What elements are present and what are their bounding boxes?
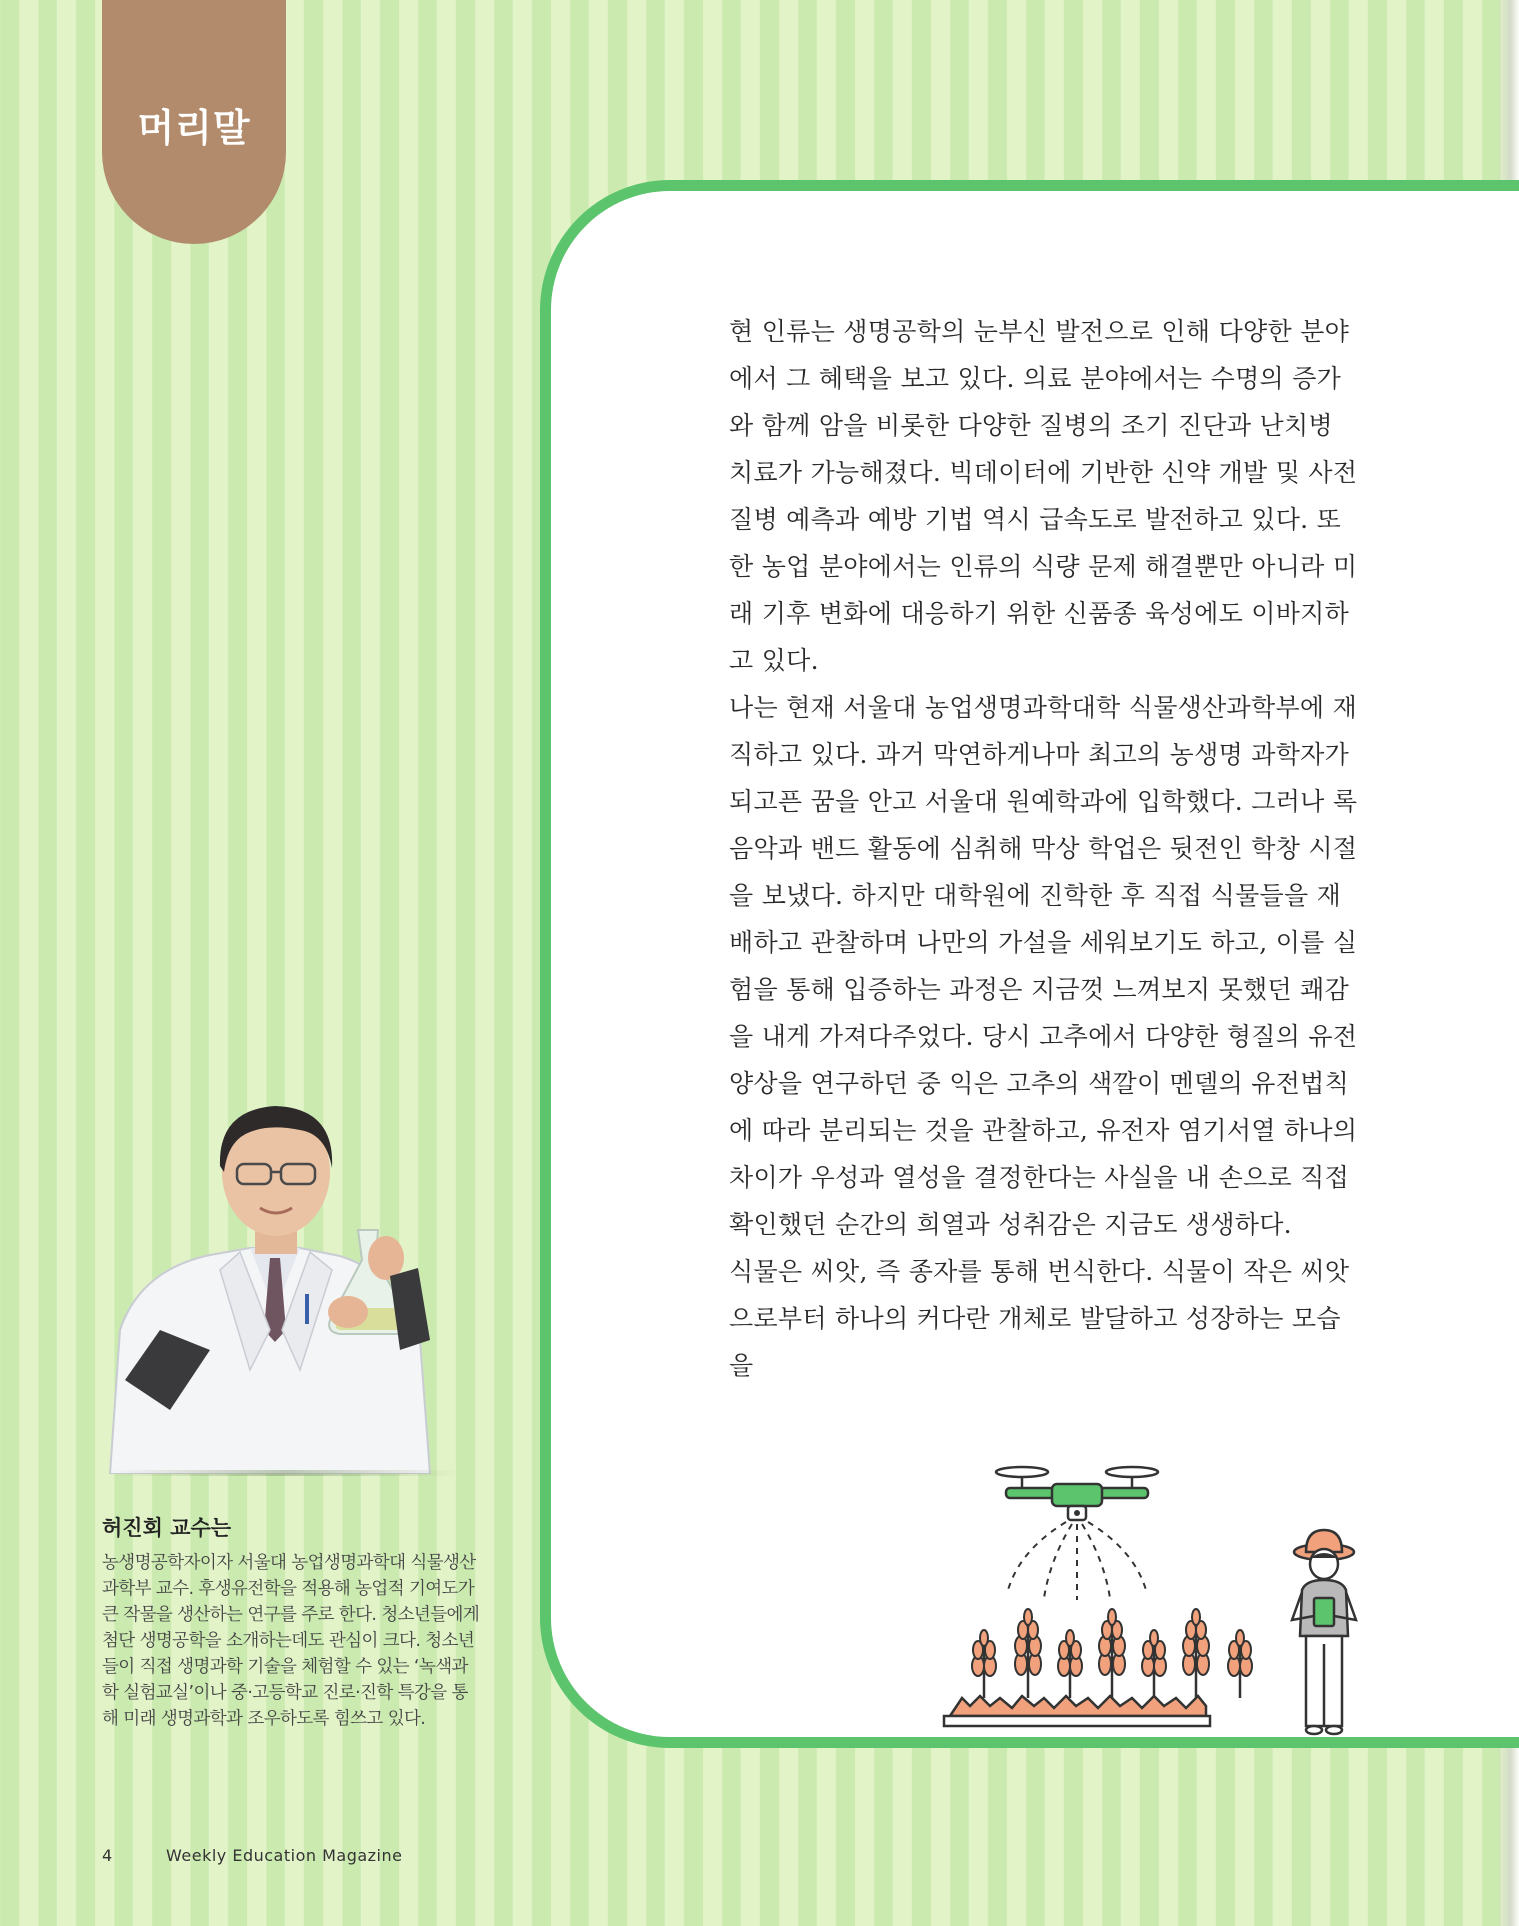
bio-title: 허진회 교수는 [102, 1516, 232, 1540]
drone-farm-illustration [940, 1460, 1380, 1742]
farmer-icon [1292, 1530, 1356, 1734]
bio-text: 농생명공학자이자 서울대 농업생명과학대 식물생산과학부 교수. 후생유전학을 적용해 농업적 기여도가 큰 작물을 생산하는 연구를 주로 한다. 청소년들에게 첨단 생명공학을 소개하는데도 관심이 크다. 청소년들이 직접 생명과학 기술을 체험할 수 있는 ‘녹색과학 실험교실’이나 중·고등학교 진로·진학 특강을 통해 미래 생명과학과 조우하도록 힘쓰고 있다. [102, 1553, 480, 1729]
article-paragraph: 나는 현재 서울대 농업생명과학대학 식물생산과학부에 재직하고 있다. 과거 막연하게나마 최고의 농생명 과학자가 되고픈 꿈을 안고 서울대 원예학과에 입학했다. 그러나 록 음악과 밴드 활동에 심취해 막상 학업은 뒷전인 학창 시절을 보냈다. 하지만 대학원에 진학한 후 직접 식물들을 재배하고 관찰하며 나만의 가설을 세워보기도 하고, 이를 실험을 통해 입증하는 과정은 지금껏 느껴보지 못했던 쾌감을 내게 가져다주었다. 당시 고추에서 다양한 형질의 유전 양상을 연구하던 중 익은 고추의 색깔이 멘델의 유전법칙에 따라 분리되는 것을 관찰하고, 유전자 염기서열 하나의 차이가 우성과 열성을 결정한다는 사실을 내 손으로 직접 확인했던 순간의 희열과 성취감은 지금도 생생하다. [729, 693, 1358, 1239]
professor-photo [100, 1080, 460, 1474]
section-tab-label: 머리말 [137, 106, 251, 150]
photo-shadow [110, 1470, 460, 1476]
section-tab [102, 0, 286, 244]
drone-icon [996, 1467, 1158, 1600]
page-number: 4 [102, 1846, 113, 1865]
crop-field-icon [944, 1609, 1252, 1726]
magazine-name: Weekly Education Magazine [166, 1846, 403, 1865]
article-body [729, 308, 1359, 1389]
article-paragraph: 현 인류는 생명공학의 눈부신 발전으로 인해 다양한 분야에서 그 혜택을 보고 있다. 의료 분야에서는 수명의 증가와 함께 암을 비롯한 다양한 질병의 조기 진단과 난치병 치료가 가능해졌다. 빅데이터에 기반한 신약 개발 및 사전 질병 예측과 예방 기법 역시 급속도로 발전하고 있다. 또한 농업 분야에서는 인류의 식량 문제 해결뿐만 아니라 미래 기후 변화에 대응하기 위한 신품종 육성에도 이바지하고 있다. [729, 317, 1358, 675]
article-paragraph: 식물은 씨앗, 즉 종자를 통해 번식한다. 식물이 작은 씨앗으로부터 하나의 커다란 개체로 발달하고 성장하는 모습을 [729, 1257, 1350, 1380]
